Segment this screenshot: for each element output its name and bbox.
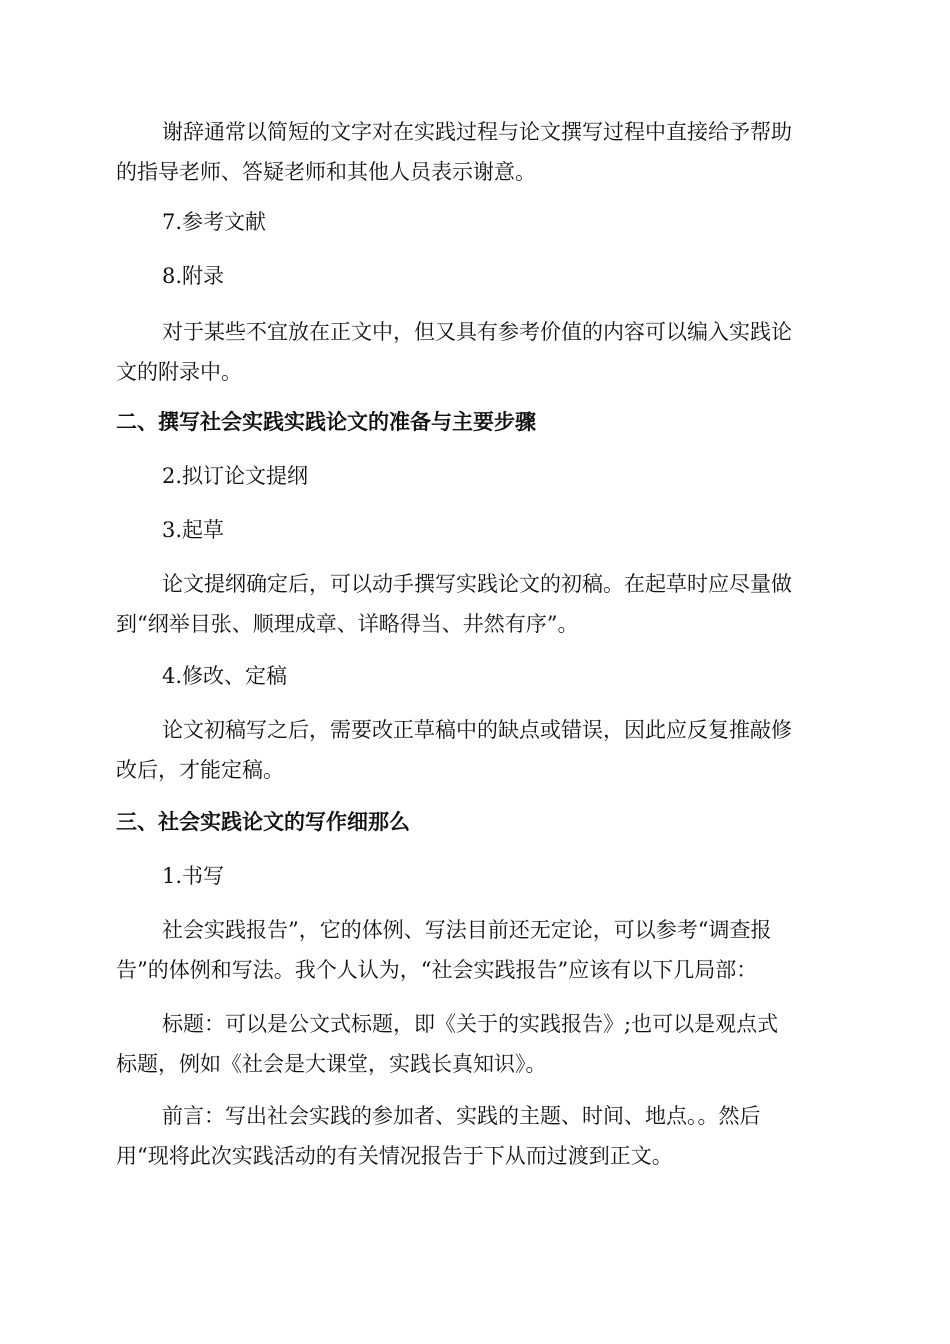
text-line: 1.书写 — [162, 864, 225, 888]
heading-text: 三、社会实践论文的写作细那么 — [116, 810, 410, 834]
text-line: 论文初稿写之后，需要改正草稿中的缺点或错误，因此应反复推敲修 — [162, 718, 792, 742]
text-line: 4.修改、定稿 — [162, 664, 288, 688]
list-item-references — [116, 202, 836, 242]
text-line: 对于某些不宜放在正文中，但又具有参考价值的内容可以编入实践论 — [162, 320, 792, 344]
text-line: 谢辞通常以简短的文字对在实践过程与论文撰写过程中直接给予帮助 — [162, 120, 792, 144]
text-line: 的指导老师、答疑老师和其他人员表示谢意。 — [116, 160, 536, 184]
paragraph-report — [116, 910, 836, 990]
list-item-appendix — [116, 256, 836, 296]
text-line: 8.附录 — [162, 264, 225, 288]
text-line: 7.参考文献 — [162, 210, 267, 234]
text-line: 文的附录中。 — [116, 360, 242, 384]
text-line: 用“现将此次实践活动的有关情况报告于下从而过渡到正文。 — [116, 1144, 673, 1168]
section-heading-2 — [116, 402, 836, 442]
heading-text: 二、撰写社会实践实践论文的准备与主要步骤 — [116, 410, 536, 434]
paragraph-draft — [116, 564, 836, 644]
section-heading-3 — [116, 802, 836, 842]
text-line: 标题，例如《社会是大课堂，实践长真知识》。 — [116, 1052, 547, 1076]
text-line: 前言：写出社会实践的参加者、实践的主题、时间、地点。。然后 — [162, 1104, 761, 1128]
text-line: 到“纲举目张、顺理成章、详略得当、井然有序”。 — [116, 612, 579, 636]
paragraph-appendix — [116, 312, 836, 392]
paragraph-acknowledgements — [116, 112, 836, 192]
text-line: 社会实践报告”，它的体例、写法目前还无定论，可以参考“调查报 — [162, 918, 772, 942]
list-item-outline — [116, 456, 836, 496]
text-line: 改后，才能定稿。 — [116, 758, 284, 782]
list-item-draft — [116, 510, 836, 550]
paragraph-revise — [116, 710, 836, 790]
list-item-revise — [116, 656, 836, 696]
text-line: 告”的体例和写法。我个人认为，“社会实践报告”应该有以下几局部： — [116, 958, 758, 982]
paragraph-preface — [116, 1096, 836, 1176]
text-line: 3.起草 — [162, 518, 225, 542]
paragraph-title — [116, 1004, 836, 1084]
list-item-writing — [116, 856, 836, 896]
text-line: 标题：可以是公文式标题，即《关于的实践报告》;也可以是观点式 — [162, 1012, 779, 1036]
text-line: 论文提纲确定后，可以动手撰写实践论文的初稿。在起草时应尽量做 — [162, 572, 792, 596]
text-line: 2.拟订论文提纲 — [162, 464, 309, 488]
